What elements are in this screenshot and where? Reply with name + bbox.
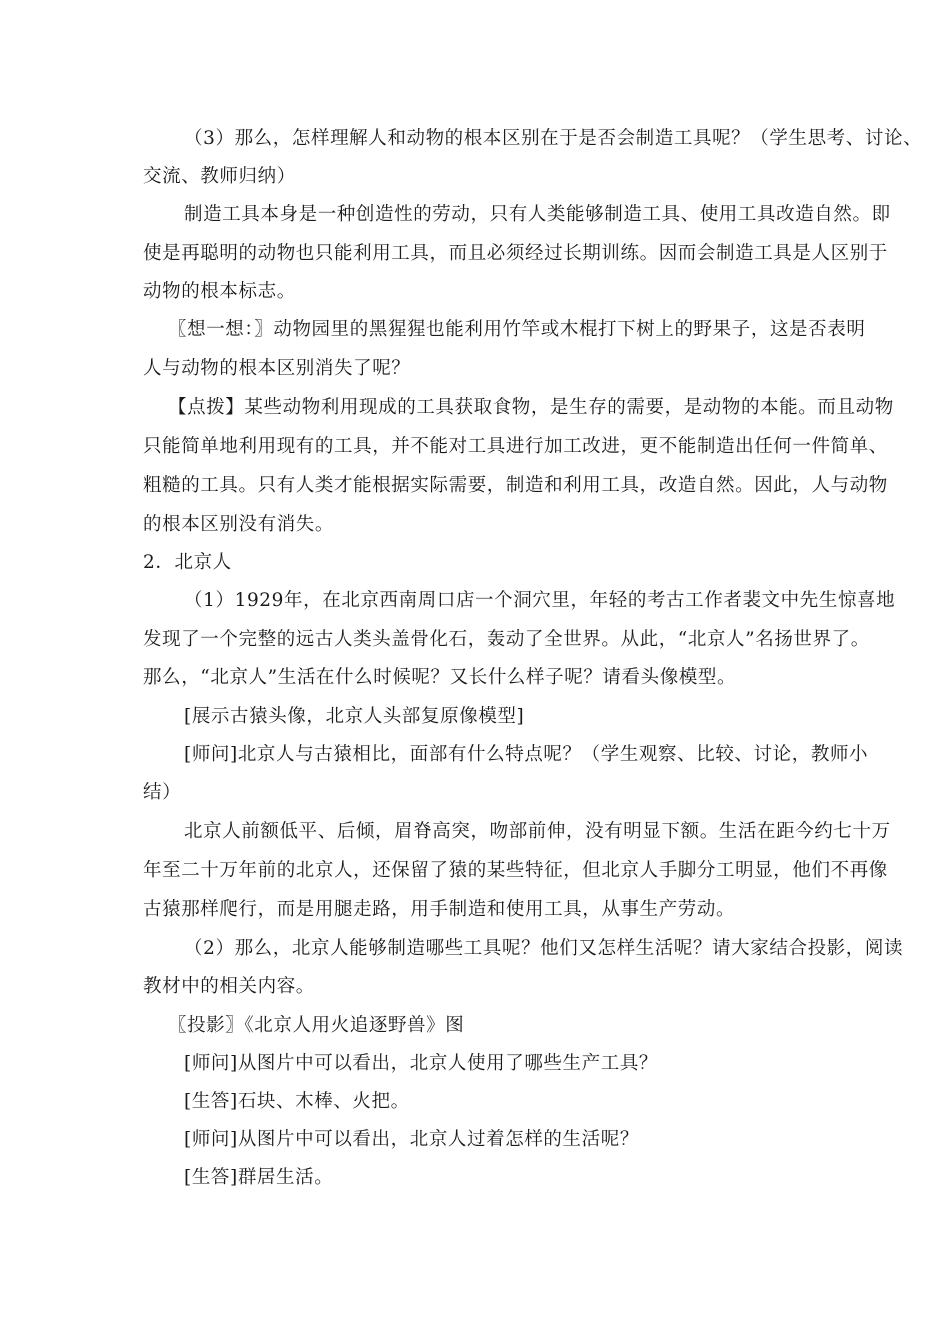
section-heading: 2．北京人 [143, 552, 232, 573]
text-line: 使是再聪明的动物也只能利用工具，而且必须经过长期训练。因而会制造工具是人区别于 [143, 243, 888, 264]
text-line: 制造工具本身是一种创造性的劳动，只有人类能够制造工具、使用工具改造自然。即 [184, 204, 891, 225]
text-line: 动物的根本标志。 [143, 281, 296, 302]
text-line: 〖想一想：〗动物园里的黑猩猩也能利用竹竿或木棍打下树上的野果子，这是否表明 [168, 319, 866, 340]
text-line: （2）那么，北京人能够制造哪些工具呢？他们又怎样生活呢？请大家结合投影，阅读 [184, 938, 904, 959]
text-line: （1）1929年，在北京西南周口店一个洞穴里，年轻的考古工作者裴文中先生惊喜地 [184, 590, 896, 611]
text-line: 那么，“北京人”生活在什么时候呢？又长什么样子呢？请看头像模型。 [143, 667, 737, 688]
text-line: 〖投影〗《北京人用火追逐野兽》图 [168, 1015, 465, 1036]
text-line: 的根本区别没有消失。 [143, 514, 335, 535]
text-line: 只能简单地利用现有的工具，并不能对工具进行加工改进，更不能制造出任何一件简单、 [143, 436, 888, 457]
text-line: 【点拨】某些动物利用现成的工具获取食物，是生存的需要，是动物的本能。而且动物 [168, 397, 894, 418]
text-line: 北京人前额低平、后倾，眉脊高突，吻部前伸，没有明显下额。生活在距今约七十万 [184, 821, 891, 842]
text-line: [师问]从图片中可以看出，北京人过着怎样的生活呢？ [184, 1129, 639, 1150]
text-line: [师问]从图片中可以看出，北京人使用了哪些生产工具？ [184, 1053, 659, 1074]
text-line: （3）那么，怎样理解人和动物的根本区别在于是否会制造工具呢？（学生思考、讨论、 [184, 128, 923, 149]
text-line: [生答]石块、木棒、火把。 [184, 1091, 410, 1112]
text-line: [师问]北京人与古猿相比，面部有什么特点呢？（学生观察、比较、讨论，教师小 [184, 744, 869, 765]
text-line: 交流、教师归纳） [143, 166, 296, 187]
text-line: 年至二十万年前的北京人，还保留了猿的某些特征，但北京人手脚分工明显，他们不再像 [143, 860, 888, 881]
text-line: 古猿那样爬行，而是用腿走路，用手制造和使用工具，从事生产劳动。 [143, 899, 736, 920]
text-line: [展示古猿头像，北京人头部复原像模型] [184, 706, 525, 727]
text-line: [生答]群居生活。 [184, 1167, 334, 1188]
text-line: 粗糙的工具。只有人类才能根据实际需要，制造和利用工具，改造自然。因此，人与动物 [143, 475, 888, 496]
text-line: 发现了一个完整的远古人类头盖骨化石，轰动了全世界。从此，“北京人”名扬世界了。 [143, 629, 870, 650]
text-line: 教材中的相关内容。 [143, 976, 315, 997]
text-line: 结） [143, 782, 182, 803]
text-line: 人与动物的根本区别消失了呢？ [143, 358, 411, 379]
